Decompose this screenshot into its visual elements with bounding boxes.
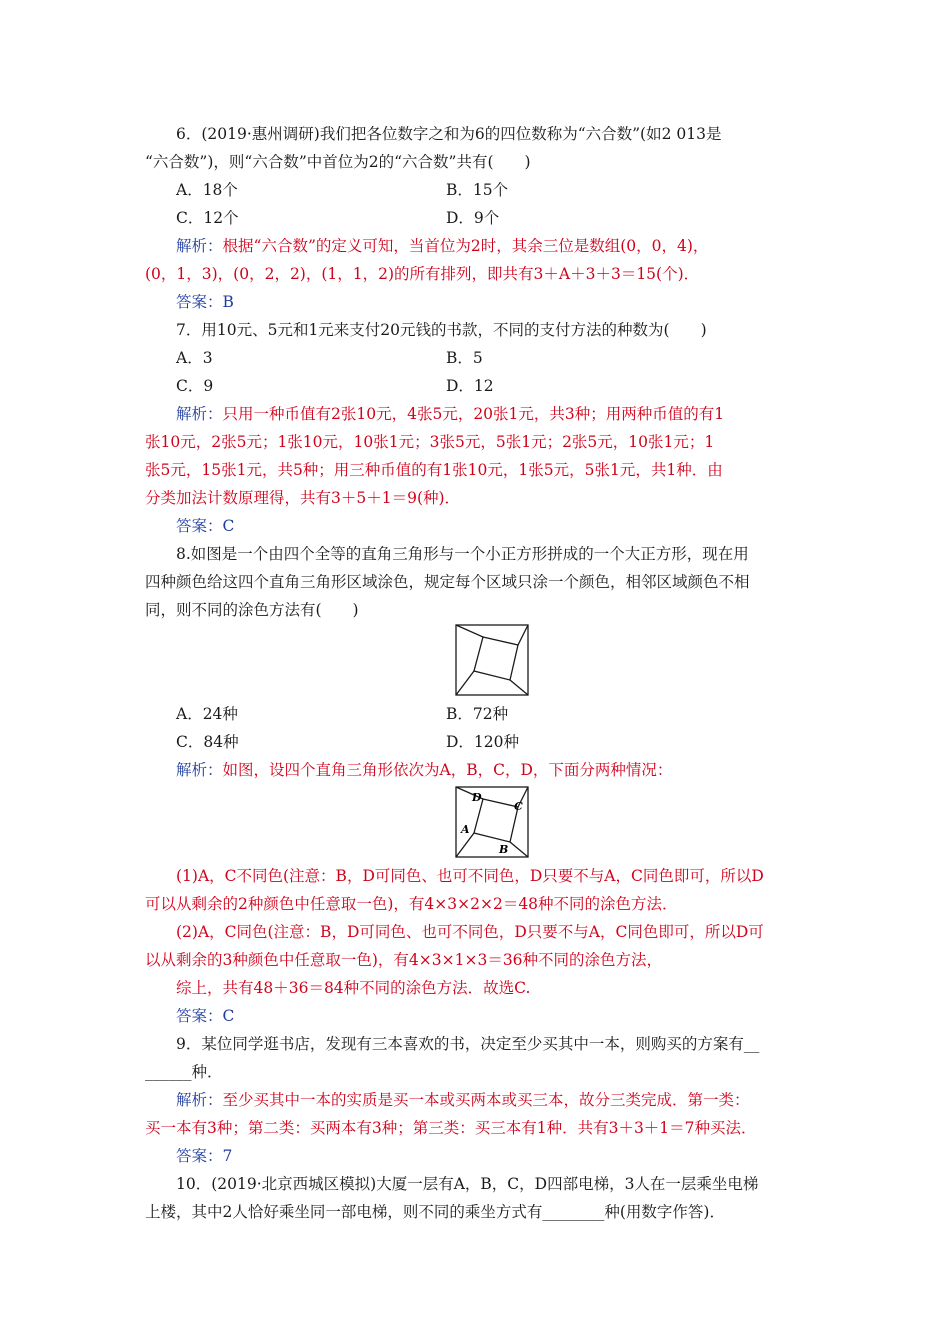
q6-solution-label: 解析： [176, 237, 223, 255]
q9-solution-label: 解析： [176, 1091, 223, 1109]
q6-answer: 答案：B [176, 293, 234, 311]
q8-option-a: A．24种 [176, 705, 238, 723]
q8-square-figure [455, 624, 529, 696]
q10-stem-line1: 10．(2019·北京西城区模拟)大厦一层有A，B，C，D四部电梯，3人在一层乘坐电梯 [176, 1175, 759, 1193]
q8-solution-line1 [176, 756, 810, 784]
q7-option-d: D．12 [446, 377, 494, 395]
figure-label-d: D [472, 791, 482, 804]
q8-case2-line2: 以从剩余的3种颜色中任意取一色)，有4×3×1×3＝36种不同的涂色方法， [145, 951, 663, 969]
figure-label-c: C [514, 800, 523, 813]
q7-option-a: A．3 [176, 349, 213, 367]
q6-option-d: D．9个 [446, 209, 500, 227]
q9-solution-text1: 至少买其中一本的实质是买一本或买两本或买三本，故分三类完成．第一类： [222, 1091, 750, 1109]
q8-stem-line1: 8.如图是一个由四个全等的直角三角形与一个小正方形拼成的一个大正方形，现在用 [176, 545, 749, 563]
q8-case1-line2: 可以从剩余的2种颜色中任意取一色)，有4×3×2×2＝48种不同的涂色方法． [145, 895, 678, 913]
q8-option-b: B．72种 [446, 705, 509, 723]
q8-labeled-figure [455, 786, 529, 858]
q8-answer: 答案：C [176, 1007, 235, 1025]
q8-case2-line1: (2)A，C同色(注意：B，D可同色、也可不同色，D只要不与A，C同色即可，所以D可 [176, 923, 764, 941]
q8-stem-line2: 四种颜色给这四个直角三角形区域涂色，规定每个区域只涂一个颜色，相邻区域颜色不相 [145, 573, 750, 591]
figure-label-a: A [461, 823, 470, 836]
q9-stem-line1: 9．某位同学逛书店，发现有三本喜欢的书，决定至少买其中一本，则购买的方案有__ [176, 1035, 760, 1053]
q8-option-c: C．84种 [176, 733, 239, 751]
q6-solution-line1 [176, 232, 810, 260]
q9-solution-line2: 买一本有3种；第二类：买两本有3种；第三类：买三本有1种．共有3＋3＋1＝7种买法． [145, 1119, 757, 1137]
q6-option-b: B．15个 [446, 181, 509, 199]
q9-solution-line1 [176, 1086, 810, 1114]
q8-solution-label: 解析： [176, 761, 223, 779]
q10-stem-line2: 上楼，其中2人恰好乘坐同一部电梯，则不同的乘坐方式有________种(用数字作答)． [145, 1203, 725, 1221]
q6-option-c: C．12个 [176, 209, 239, 227]
q9-answer: 答案：7 [176, 1147, 233, 1165]
q6-stem-line1: 6．(2019·惠州调研)我们把各位数字之和为6的四位数称为“六合数”(如2 013是 [176, 125, 722, 143]
q6-solution-text1: 根据“六合数”的定义可知，当首位为2时，其余三位是数组(0，0，4)， [222, 237, 709, 255]
q7-solution-line4: 分类加法计数原理得，共有3＋5＋1＝9(种)． [145, 489, 461, 507]
q7-stem-line1: 7．用10元、5元和1元来支付20元钱的书款，不同的支付方法的种数为( ) [176, 321, 707, 339]
figure-label-b: B [499, 843, 509, 856]
q8-case1-line1: (1)A，C不同色(注意：B，D可同色、也可不同色，D只要不与A，C同色即可，所以D [176, 867, 764, 885]
q6-stem-line2: “六合数”)，则“六合数”中首位为2的“六合数”共有( ) [145, 153, 531, 171]
q6-option-a: A．18个 [176, 181, 238, 199]
q8-stem-line3: 同，则不同的涂色方法有( ) [145, 601, 359, 619]
q7-option-c: C．9 [176, 377, 214, 395]
q9-stem-line2: ______种． [145, 1063, 223, 1081]
q6-solution-line2: (0，1，3)，(0，2，2)，(1，1，2)的所有排列，即共有3＋A＋3＋3＝15(个)． [145, 265, 700, 283]
q7-answer: 答案：C [176, 517, 235, 535]
q8-summary: 综上，共有48＋36＝84种不同的涂色方法．故选C. [176, 979, 531, 997]
q7-option-b: B．5 [446, 349, 483, 367]
q8-option-d: D．120种 [446, 733, 520, 751]
q7-solution-line1 [176, 400, 810, 428]
q7-solution-line2: 张10元，2张5元；1张10元，10张1元；3张5元，5张1元；2张5元，10张1元；1 [145, 433, 715, 451]
q7-solution-line3: 张5元，15张1元，共5种；用三种币值的有1张10元，1张5元，5张1元，共1种．由 [145, 461, 723, 479]
q8-solution-text1: 如图，设四个直角三角形依次为A，B，C，D，下面分两种情况： [222, 761, 673, 779]
q7-solution-label: 解析： [176, 405, 223, 423]
q7-solution-text1: 只用一种币值有2张10元，4张5元，20张1元，共3种；用两种币值的有1 [222, 405, 725, 423]
